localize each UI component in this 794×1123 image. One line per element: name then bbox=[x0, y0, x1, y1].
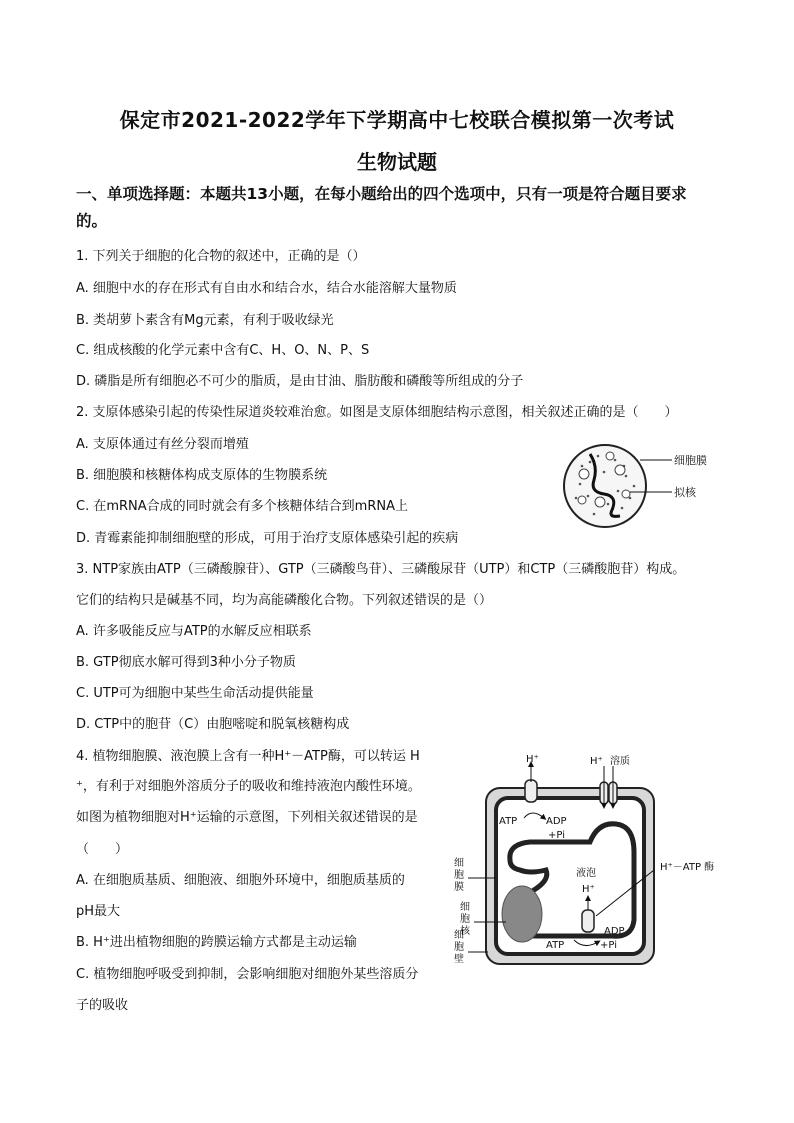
section-heading-line-1: 一、单项选择题：本题共13小题，在每小题给出的四个选项中，只有一项是符合题目要求 bbox=[76, 185, 687, 203]
q3-option-b: B. GTP彻底水解可得到3种小分子物质 bbox=[76, 655, 296, 670]
q4-stem-line-2: ⁺，有利于对细胞外溶质分子的吸收和维持液泡内酸性环境。 bbox=[76, 779, 421, 794]
membrane-label-char: 膜 bbox=[454, 882, 464, 893]
q3-stem-line-2: 它们的结构只是碱基不同，均为高能磷酸化合物。下列叙述错误的是（） bbox=[76, 593, 493, 608]
q3-stem-line-1: 3. NTP家族由ATP（三磷酸腺苷）、GTP（三磷酸鸟苷）、三磷酸尿苷（UTP）和CTP（三磷酸胞苷）构成。 bbox=[76, 562, 686, 577]
label-h-top-left: H⁺ bbox=[526, 754, 539, 765]
label-adp-bottom: ADP bbox=[604, 926, 625, 937]
membrane-label-char: 细 bbox=[454, 858, 464, 869]
wall-label-char: 胞 bbox=[454, 942, 464, 953]
nucleus bbox=[502, 886, 542, 942]
label-atp-bottom: ATP bbox=[546, 940, 565, 951]
q4-option-b: B. H⁺进出植物细胞的跨膜运输方式都是主动运输 bbox=[76, 935, 357, 950]
q4-stem-line-1: 4. 植物细胞膜、液泡膜上含有一种H⁺－ATP酶，可以转运 H bbox=[76, 749, 420, 764]
membrane-label-char: 胞 bbox=[454, 870, 464, 881]
q1-option-c: C. 组成核酸的化学元素中含有C、H、O、N、P、S bbox=[76, 343, 370, 358]
label-pi-top: +Pi bbox=[548, 830, 565, 841]
wall-label-char: 壁 bbox=[454, 954, 464, 965]
nucleus-label-char: 核 bbox=[460, 926, 470, 937]
q1-option-b: B. 类胡萝卜素含有Mg元素，有利于吸收绿光 bbox=[76, 313, 334, 328]
section-heading bbox=[76, 181, 726, 235]
q4-stem-line-4: （ ） bbox=[76, 842, 129, 857]
q3-option-c: C. UTP可为细胞中某些生命活动提供能量 bbox=[76, 686, 314, 701]
q4-stem-line-3: 如图为植物细胞对H⁺运输的示意图，下列相关叙述错误的是 bbox=[76, 810, 418, 825]
vacuole-proton-pump bbox=[582, 910, 594, 932]
q2-option-a: A. 支原体通过有丝分裂而增殖 bbox=[76, 437, 249, 452]
label-cell-membrane: 细胞膜 bbox=[674, 454, 707, 467]
q1-option-d: D. 磷脂是所有细胞必不可少的脂质，是由甘油、脂肪酸和磷酸等所组成的分子 bbox=[76, 374, 524, 389]
q3-option-a: A. 许多吸能反应与ATP的水解反应相联系 bbox=[76, 624, 312, 639]
q4-option-a-line-1: A. 在细胞质基质、细胞液、细胞外环境中，细胞质基质的 bbox=[76, 873, 405, 888]
label-atp-top: ATP bbox=[499, 816, 518, 827]
nucleus-label-char: 细 bbox=[460, 902, 470, 913]
label-enzyme: H⁺－ATP 酶 bbox=[660, 862, 715, 873]
q2-option-c: C. 在mRNA合成的同时就会有多个核糖体结合到mRNA上 bbox=[76, 499, 408, 514]
q1-option-a: A. 细胞中水的存在形式有自由水和结合水，结合水能溶解大量物质 bbox=[76, 281, 457, 296]
nucleus-label-char: 胞 bbox=[460, 914, 470, 925]
label-solute: 溶质 bbox=[610, 756, 630, 767]
exam-title: 保定市2021-2022学年下学期高中七校联合模拟第一次考试 bbox=[119, 108, 675, 132]
section-heading-line-2: 的。 bbox=[76, 212, 108, 230]
label-adp-top: ADP bbox=[546, 816, 567, 827]
q4-option-c-line-1: C. 植物细胞呼吸受到抑制，会影响细胞对细胞外某些溶质分 bbox=[76, 967, 419, 982]
q4-option-c-line-2: 子的吸收 bbox=[76, 998, 129, 1013]
q1-stem: 1. 下列关于细胞的化合物的叙述中，正确的是（） bbox=[76, 249, 366, 264]
wall-label-char: 细 bbox=[454, 930, 464, 941]
mycoplasma-figure bbox=[560, 436, 720, 548]
q2-option-d: D. 青霉素能抑制细胞壁的形成，可用于治疗支原体感染引起的疾病 bbox=[76, 531, 459, 546]
membrane-proton-pump bbox=[525, 780, 537, 802]
label-pi-bottom: +Pi bbox=[600, 940, 617, 951]
plant-cell-proton-figure bbox=[450, 752, 760, 977]
q2-stem: 2. 支原体感染引起的传染性尿道炎较难治愈。如图是支原体细胞结构示意图，相关叙述正确的是（ ） bbox=[76, 405, 678, 420]
label-nucleoid: 拟核 bbox=[674, 486, 696, 499]
q4-option-a-line-2: pH最大 bbox=[76, 904, 121, 919]
label-vacuole: 液泡 bbox=[576, 868, 596, 879]
exam-subtitle: 生物试题 bbox=[357, 150, 437, 174]
label-cell-membrane-vertical bbox=[454, 857, 467, 893]
label-h-top-right: H⁺ bbox=[590, 756, 603, 767]
q3-option-d: D. CTP中的胞苷（C）由胞嘧啶和脱氧核糖构成 bbox=[76, 717, 350, 732]
q2-option-b: B. 细胞膜和核糖体构成支原体的生物膜系统 bbox=[76, 468, 328, 483]
label-cell-wall-vertical bbox=[454, 929, 467, 965]
label-h-vacuole: H⁺ bbox=[582, 884, 595, 895]
